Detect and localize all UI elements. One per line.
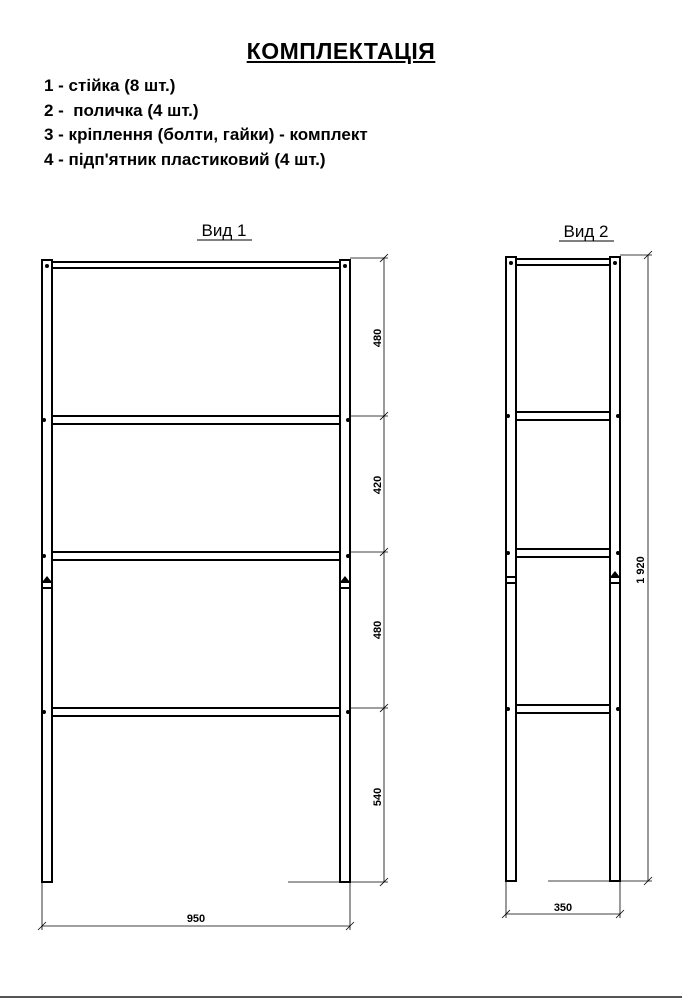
view-2-width-dim: 350 — [553, 902, 573, 914]
parts-list-item: 2 - поличка (4 шт.) — [44, 100, 199, 120]
view-2-right-post — [610, 257, 620, 881]
view-1-width-dim: 950 — [186, 913, 206, 925]
view-1-height-dim: 540 — [372, 787, 384, 807]
view-2-label: Вид 2 — [563, 222, 609, 241]
view-2-shelf — [516, 549, 610, 557]
parts-list-item: 4 - підп'ятник пластиковий (4 шт.) — [44, 149, 326, 169]
view-2 — [502, 222, 652, 918]
view-2-shelf — [516, 259, 610, 265]
view-1-left-post — [42, 260, 52, 882]
view-1-shelf — [52, 708, 340, 716]
view-2-height-dim: 1 920 — [635, 556, 647, 584]
view-1-height-dim: 480 — [372, 328, 384, 348]
page-title: КОМПЛЕКТАЦІЯ — [246, 38, 436, 64]
view-1-shelf — [52, 262, 340, 268]
parts-list-item: 1 - стійка (8 шт.) — [44, 76, 176, 95]
bottom-divider — [0, 996, 682, 998]
parts-list-item: 3 - кріплення (болти, гайки) - комплект — [44, 125, 368, 144]
view-2-shelf — [516, 412, 610, 420]
view-1-right-post — [340, 260, 350, 882]
view-2-left-post — [506, 257, 516, 881]
view-1-shelf — [52, 416, 340, 424]
view-1 — [38, 221, 388, 930]
view-1-height-dim: 420 — [372, 475, 384, 495]
view-1-shelf — [52, 552, 340, 560]
view-2-shelf — [516, 705, 610, 713]
view-1-height-dim: 480 — [372, 620, 384, 640]
view-1-label: Вид 1 — [201, 221, 247, 240]
